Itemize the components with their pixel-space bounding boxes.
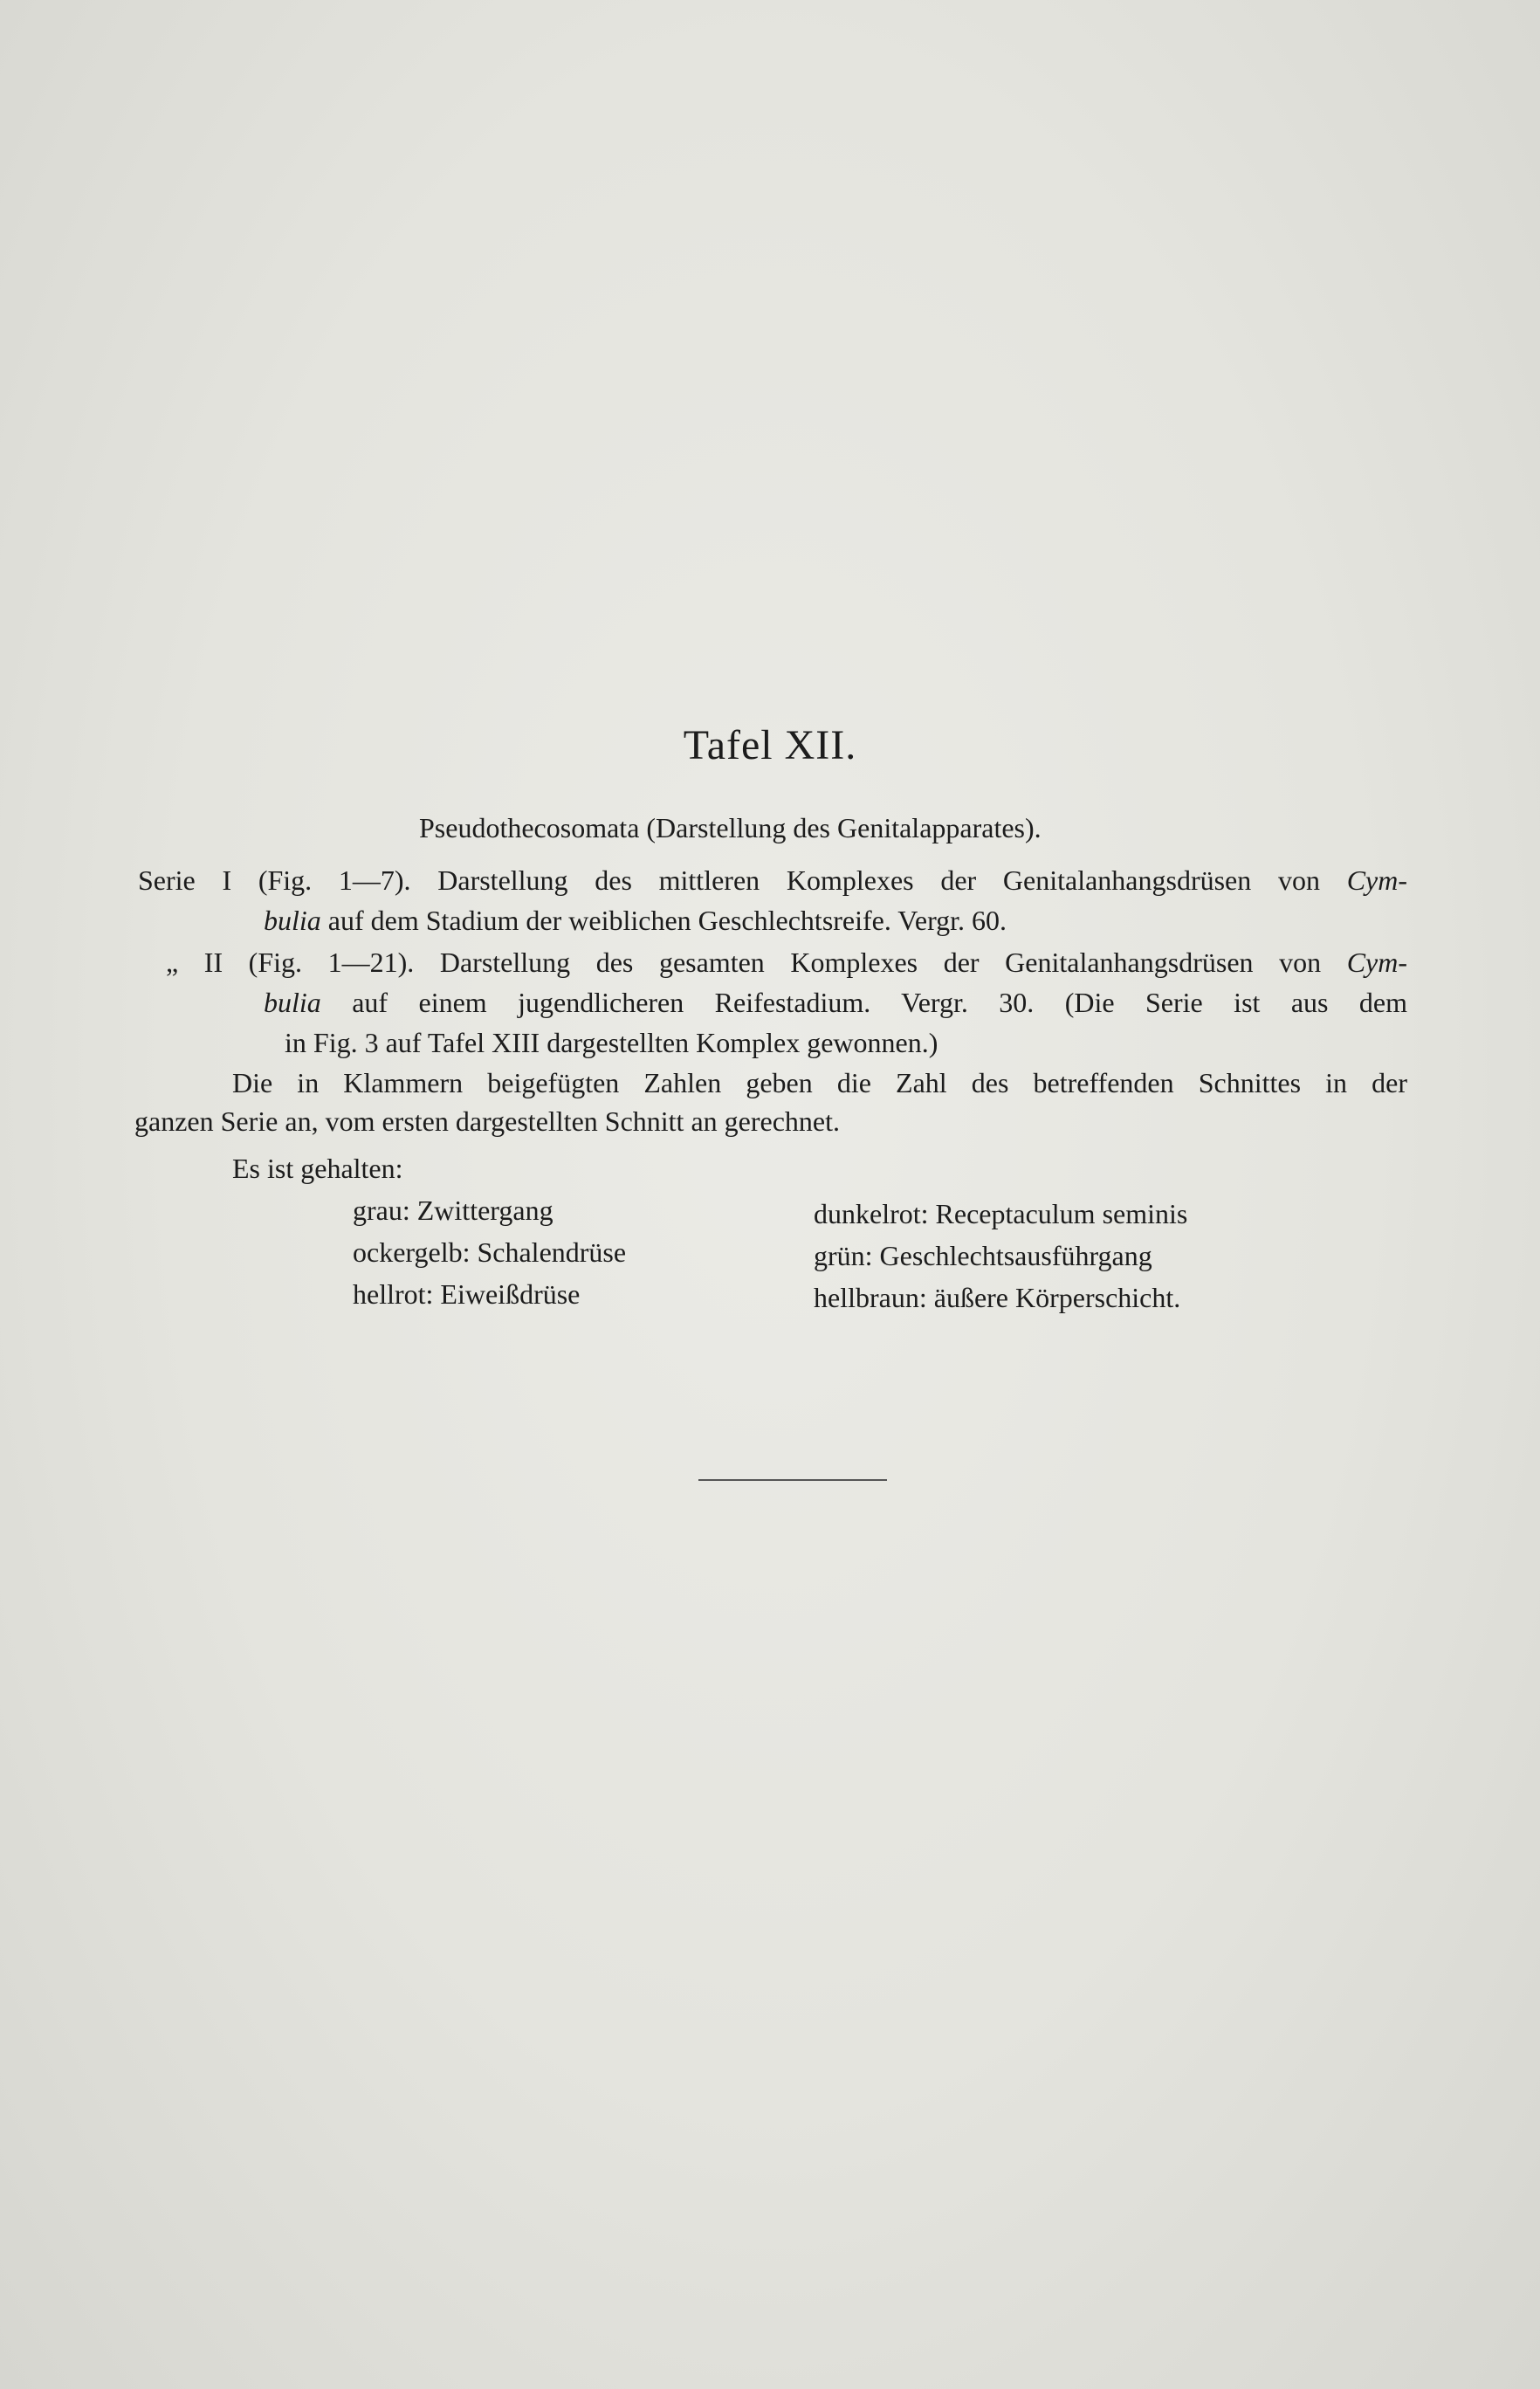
legend-item: dunkelrot: Receptaculum seminis xyxy=(814,1198,1188,1229)
legend-item: hellrot: Eiweißdrüse xyxy=(353,1278,581,1310)
serie-2-genus-a: Cym- xyxy=(1346,947,1408,978)
legend-item: grau: Zwittergang xyxy=(353,1194,553,1226)
serie-1-line-1 xyxy=(138,864,1407,897)
plate-title: Tafel XII. xyxy=(683,722,857,768)
legend-intro: Es ist gehalten: xyxy=(232,1153,403,1184)
serie-2-line-2-text: auf einem jugendlicheren Reifestadium. Vergr. 30. (Die Serie ist aus dem xyxy=(352,987,1408,1018)
note-line-1-text: Die in Klammern beigefügten Zahlen geben die Zahl des betreffenden Schnittes in der xyxy=(232,1067,1407,1098)
serie-2-line-3-text: in Fig. 3 auf Tafel XIII dargestellten Komplex gewonnen.) xyxy=(285,1027,938,1058)
serie-1-line-2 xyxy=(264,905,1007,937)
legend-item: grün: Geschlechtsausführgang xyxy=(814,1240,1152,1271)
plate-subtitle: Pseudothecosomata (Darstellung des Genitalapparates). xyxy=(419,812,1042,843)
note-line-2 xyxy=(134,1105,840,1138)
note-line-2-text: ganzen Serie an, vom ersten dargestellten Schnitt an gerechnet. xyxy=(134,1105,840,1137)
legend-right-column xyxy=(814,1193,1187,1318)
serie-2-line-1 xyxy=(166,947,1407,979)
serie-1-prefix: Serie I (Fig. 1—7). Darstellung des mittleren Komplexes der Genitalanhangsdrüsen von xyxy=(138,864,1320,896)
legend-item: hellbraun: äußere Körperschicht. xyxy=(814,1282,1181,1313)
serie-2-line-2 xyxy=(264,987,1407,1019)
note-line-1 xyxy=(232,1067,1407,1099)
serie-1-genus-a: Cym- xyxy=(1346,864,1408,896)
legend-left-column xyxy=(353,1189,626,1315)
serie-2-prefix: „ II (Fig. 1—21). Darstellung des gesamten Komplexes der Genitalanhangsdrüsen von xyxy=(166,947,1322,978)
serie-2-genus-b: bulia xyxy=(264,987,321,1018)
serie-2-line-3 xyxy=(285,1027,938,1059)
serie-1-line-2-text: auf dem Stadium der weiblichen Geschlechtsreife. Vergr. 60. xyxy=(327,905,1007,936)
end-rule xyxy=(698,1479,887,1481)
serie-1-genus-b: bulia xyxy=(264,905,321,936)
legend-item: ockergelb: Schalendrüse xyxy=(353,1236,627,1268)
